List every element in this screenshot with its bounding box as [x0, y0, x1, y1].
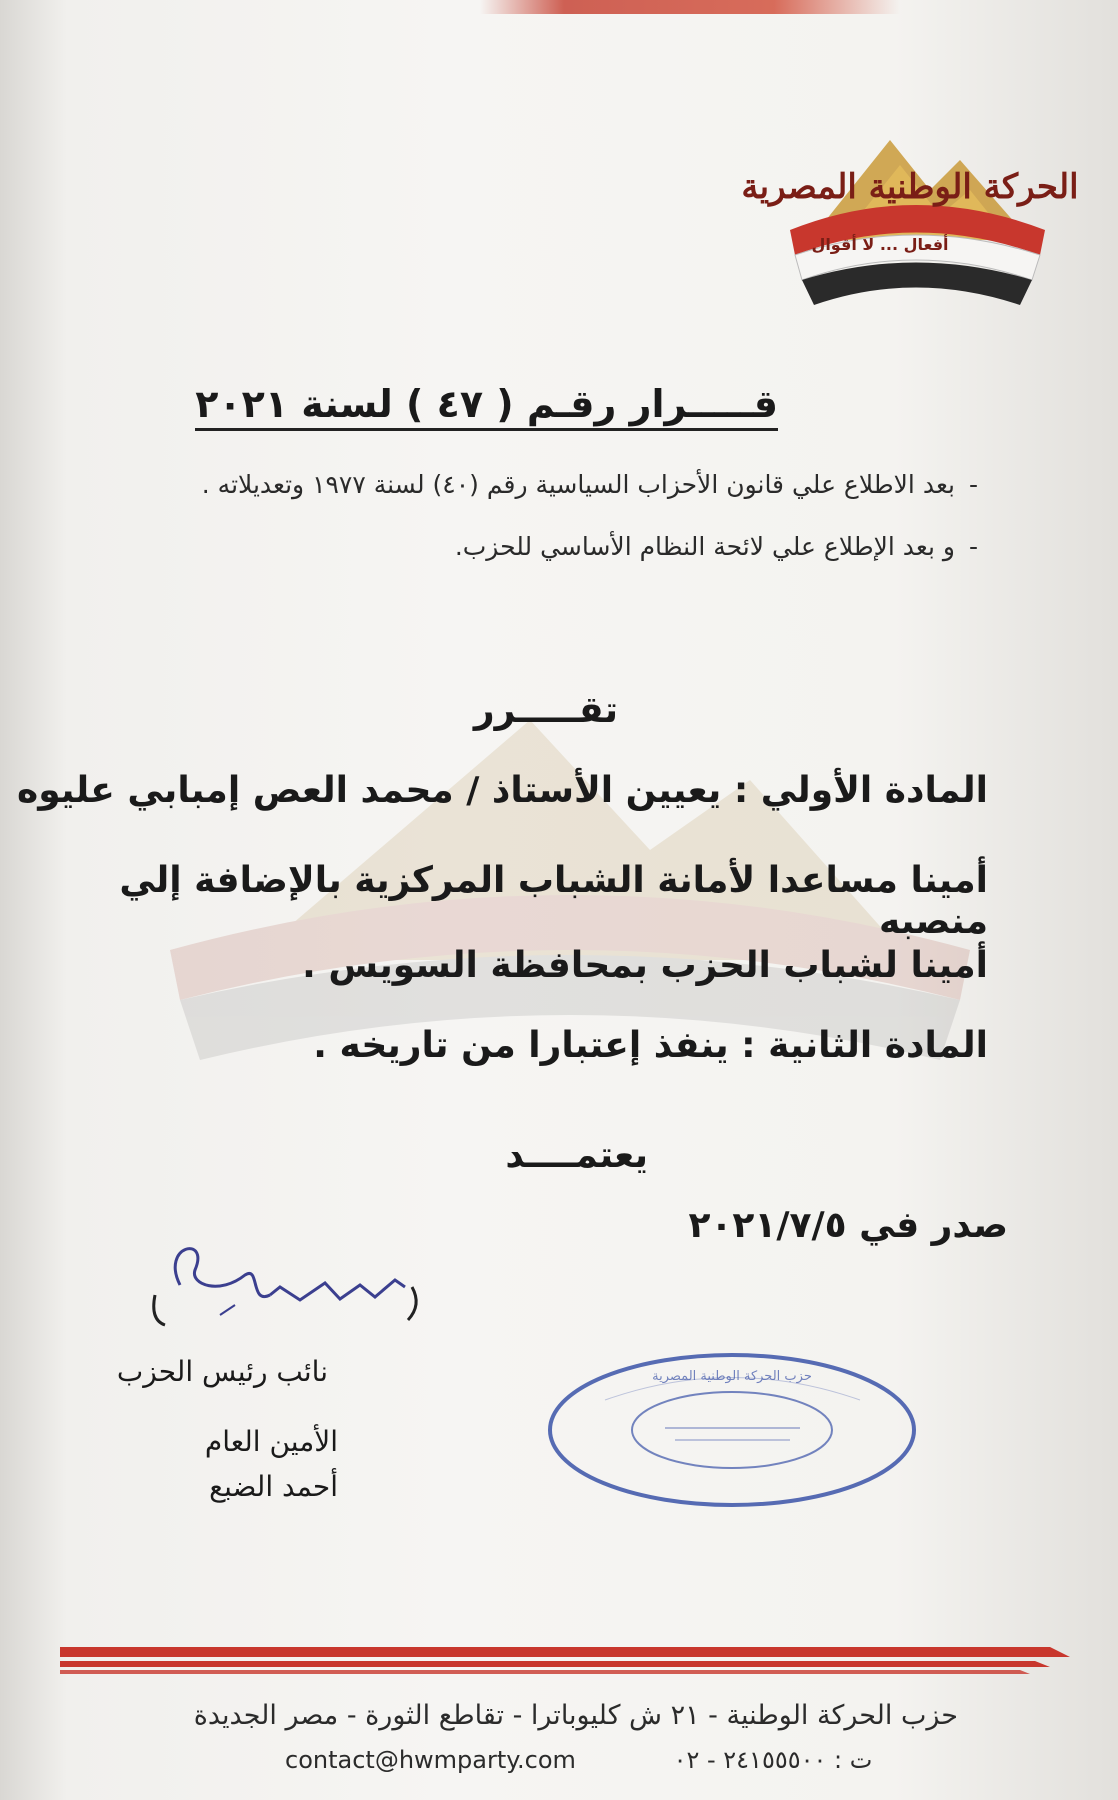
footer-stripes: [60, 1645, 1070, 1675]
signatory-role: نائب رئيس الحزب: [116, 1355, 328, 1388]
footer-contact: [285, 1746, 872, 1774]
signatory-role: الأمين العام: [204, 1425, 338, 1458]
approved-label: يعتمــــد: [505, 1135, 648, 1176]
logo-text: الحركة الوطنية المصرية: [741, 167, 1079, 207]
signatory-name: أحمد الضبع: [209, 1470, 338, 1503]
decree-title: قـــــرار رقـم ( ٤٧ ) لسنة ٢٠٢١: [195, 382, 778, 431]
footer-email[interactable]: contact@hwmparty.com: [285, 1746, 576, 1774]
footer-address: حزب الحركة الوطنية - ٢١ ش كليوباترا - تقاطع الثورة - مصر الجديدة: [193, 1700, 958, 1731]
issue-date: صدر في ٢٠٢١/٧/٥: [688, 1205, 1008, 1246]
bullet-dash-icon: -: [968, 532, 978, 561]
article-one-line: المادة الأولي : يعيين الأستاذ / محمد العص إمبابي عليوه: [17, 770, 988, 811]
stamp-ring-text: حزب الحركة الوطنية المصرية: [652, 1369, 812, 1384]
top-edge-strip: [480, 0, 900, 14]
party-stamp: [545, 1350, 920, 1510]
article-one-line: أمينا لشباب الحزب بمحافظة السويس .: [302, 945, 988, 986]
article-one-line: أمينا مساعدا لأمانة الشباب المركزية بالإضافة إلي منصبه: [119, 860, 988, 942]
party-logo: [741, 120, 1079, 320]
signature-image: [150, 1225, 420, 1350]
footer-phone: ت : ٢٤١٥٥٥٠٠ - ٠٢: [673, 1746, 873, 1774]
logo-slogan: أفعال ... لا أقوال: [811, 235, 949, 254]
article-two-line: المادة الثانية : ينفذ إعتبارا من تاريخه .: [313, 1025, 988, 1066]
preamble-text: بعد الاطلاع علي قانون الأحزاب السياسية رقم (٤٠) لسنة ١٩٧٧ وتعديلاته .: [201, 470, 955, 499]
preamble-line: [455, 532, 978, 561]
decides-heading: تقـــــرر: [473, 690, 618, 731]
preamble-text: و بعد الإطلاع علي لائحة النظام الأساسي للحزب.: [454, 532, 955, 561]
bullet-dash-icon: -: [968, 470, 978, 499]
preamble-line: [202, 470, 978, 499]
